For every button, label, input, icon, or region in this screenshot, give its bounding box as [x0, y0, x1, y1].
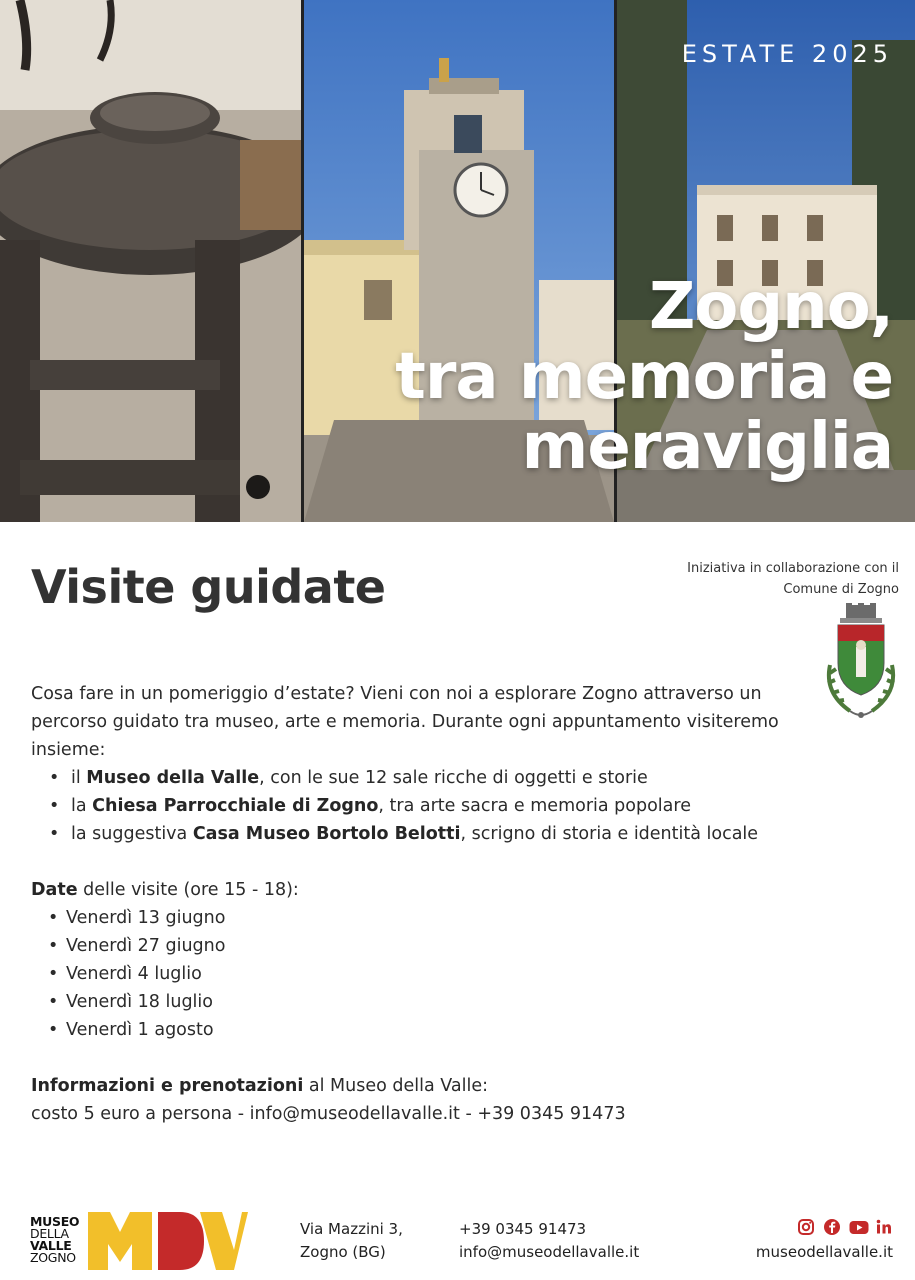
hero-title-line: Zogno,	[648, 270, 893, 344]
footer	[0, 1190, 915, 1280]
date-item: • Venerdì 1 agosto	[66, 1016, 811, 1044]
hero-title	[253, 272, 893, 482]
museum-logo-text: MUSEO DELLA VALLE ZOGNO	[30, 1214, 80, 1265]
dates-list	[31, 904, 811, 1044]
address-line: Via Mazzini 3,	[300, 1220, 403, 1238]
date-item: • Venerdì 27 giugno	[66, 932, 811, 960]
dates-heading: Date delle visite (ore 15 - 18):	[31, 880, 299, 900]
contact-info	[459, 1218, 639, 1264]
date-item: • Venerdì 18 luglio	[66, 988, 811, 1016]
mdv-logo-icon	[88, 1210, 248, 1270]
list-item: • il Museo della Valle, con le sue 12 sale ricche di oggetti e storie	[71, 764, 811, 792]
social-block	[756, 1218, 893, 1264]
visit-list	[31, 764, 811, 848]
youtube-icon[interactable]	[849, 1218, 867, 1236]
list-item: • la Chiesa Parrocchiale di Zogno, tra arte sacra e memoria popolare	[71, 792, 811, 820]
linkedin-icon[interactable]	[875, 1218, 893, 1236]
instagram-icon[interactable]	[797, 1218, 815, 1236]
zogno-coat-of-arms-icon	[820, 603, 902, 725]
collaboration-line: Iniziativa in collaborazione con il	[687, 561, 899, 576]
list-item: • la suggestiva Casa Museo Bortolo Belotti, scrigno di storia e identità locale	[71, 820, 811, 848]
address	[300, 1218, 403, 1264]
phone-link[interactable]: +39 0345 91473	[459, 1220, 587, 1238]
description	[31, 680, 811, 1128]
info-details: costo 5 euro a persona - info@museodellavalle.it - +39 0345 91473	[31, 1104, 626, 1124]
collaboration-line: Comune di Zogno	[783, 582, 899, 597]
hero-title-line: tra memoria e	[395, 340, 893, 414]
hero-banner	[0, 0, 915, 522]
website-link[interactable]: museodellavalle.it	[755, 1243, 893, 1261]
social-icons	[756, 1218, 893, 1236]
hero-title-line: meraviglia	[521, 410, 893, 484]
date-item: • Venerdì 4 luglio	[66, 960, 811, 988]
season-label: ESTATE 2025	[681, 40, 893, 68]
info-heading: Informazioni e prenotazioni al Museo della Valle:	[31, 1076, 489, 1096]
facebook-icon[interactable]	[823, 1218, 841, 1236]
collaboration-note	[639, 558, 899, 600]
page-title: Visite guidate	[31, 560, 386, 614]
date-item: • Venerdì 13 giugno	[66, 904, 811, 932]
email-link[interactable]: info@museodellavalle.it	[459, 1243, 640, 1261]
intro-paragraph: Cosa fare in un pomeriggio d’estate? Vieni con noi a esplorare Zogno attraverso un percorso guidato tra museo, arte e memoria. Durante ogni appuntamento visiteremo insieme:	[31, 684, 779, 760]
address-line: Zogno (BG)	[300, 1243, 386, 1261]
